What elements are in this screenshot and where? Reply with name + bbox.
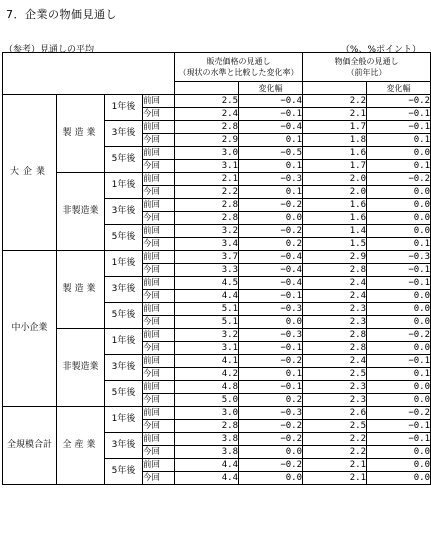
sales-price-change: −0.3 — [239, 173, 303, 186]
general-price-change: 0.0 — [367, 225, 431, 238]
sales-price-value: 4.8 — [175, 381, 239, 394]
sales-price-change: −0.2 — [239, 199, 303, 212]
general-price-change: 0.0 — [367, 472, 431, 485]
sales-price-change: 0.0 — [239, 472, 303, 485]
sales-price-value: 2.8 — [175, 420, 239, 433]
horizon-label: 5年後 — [105, 225, 143, 251]
sales-price-value: 2.2 — [175, 186, 239, 199]
company-size-label: 中小企業 — [3, 251, 57, 407]
sales-price-value: 4.4 — [175, 459, 239, 472]
general-price-value: 2.8 — [303, 329, 367, 342]
general-price-change: −0.1 — [367, 108, 431, 121]
horizon-label: 3年後 — [105, 433, 143, 459]
sales-price-header — [175, 53, 303, 82]
general-price-change: −0.1 — [367, 264, 431, 277]
current-survey-label: 今回 — [143, 368, 175, 381]
current-survey-label: 今回 — [143, 420, 175, 433]
sales-change-subheader: 変化幅 — [239, 82, 303, 95]
horizon-label: 3年後 — [105, 355, 143, 381]
sales-price-change: −0.5 — [239, 147, 303, 160]
general-price-change: 0.0 — [367, 290, 431, 303]
current-survey-label: 今回 — [143, 108, 175, 121]
previous-survey-label: 前回 — [143, 303, 175, 316]
general-price-value: 2.0 — [303, 186, 367, 199]
sales-price-value: 4.4 — [175, 290, 239, 303]
general-price-header-text: 物価全般の見通し （前年比） — [334, 57, 399, 77]
general-price-change: −0.1 — [367, 121, 431, 134]
sales-price-change: −0.1 — [239, 381, 303, 394]
sales-price-value: 2.8 — [175, 199, 239, 212]
current-survey-label: 今回 — [143, 472, 175, 485]
sales-price-change: −0.4 — [239, 95, 303, 108]
current-survey-label: 今回 — [143, 316, 175, 329]
previous-survey-label: 前回 — [143, 147, 175, 160]
general-price-value: 1.6 — [303, 147, 367, 160]
sales-level-subheader — [175, 82, 239, 95]
previous-survey-label: 前回 — [143, 95, 175, 108]
sales-price-change: −0.2 — [239, 433, 303, 446]
general-price-value: 2.3 — [303, 394, 367, 407]
previous-survey-label: 前回 — [143, 121, 175, 134]
general-price-change: 0.0 — [367, 446, 431, 459]
horizon-label: 5年後 — [105, 459, 143, 485]
industry-label: 非製造業 — [57, 173, 105, 251]
sales-price-value: 3.2 — [175, 225, 239, 238]
current-survey-label: 今回 — [143, 394, 175, 407]
general-price-change: −0.1 — [367, 420, 431, 433]
general-price-value: 2.2 — [303, 446, 367, 459]
sales-price-change: 0.0 — [239, 212, 303, 225]
general-price-change: 0.0 — [367, 186, 431, 199]
general-price-value: 1.7 — [303, 121, 367, 134]
current-survey-label: 今回 — [143, 212, 175, 225]
general-price-change: 0.0 — [367, 199, 431, 212]
table-row — [3, 95, 431, 108]
sales-price-value: 4.1 — [175, 355, 239, 368]
sales-price-change: −0.3 — [239, 407, 303, 420]
industry-label: 全産業 — [57, 407, 105, 485]
general-price-value: 2.5 — [303, 420, 367, 433]
current-survey-label: 今回 — [143, 264, 175, 277]
sales-price-change: −0.2 — [239, 225, 303, 238]
sales-price-value: 5.1 — [175, 316, 239, 329]
sales-price-value: 2.8 — [175, 212, 239, 225]
general-price-value: 1.6 — [303, 199, 367, 212]
industry-label: 非製造業 — [57, 329, 105, 407]
horizon-label: 3年後 — [105, 277, 143, 303]
general-price-change: 0.0 — [367, 381, 431, 394]
horizon-label: 1年後 — [105, 329, 143, 355]
sales-price-change: −0.2 — [239, 420, 303, 433]
general-price-value: 2.3 — [303, 381, 367, 394]
general-price-change: −0.1 — [367, 277, 431, 290]
previous-survey-label: 前回 — [143, 251, 175, 264]
general-price-change: 0.0 — [367, 212, 431, 225]
sales-price-change: 0.0 — [239, 316, 303, 329]
company-size-label: 大企業 — [3, 95, 57, 251]
horizon-label: 5年後 — [105, 303, 143, 329]
general-price-change: 0.1 — [367, 134, 431, 147]
sales-price-value: 3.4 — [175, 238, 239, 251]
current-survey-label: 今回 — [143, 290, 175, 303]
sales-price-value: 2.5 — [175, 95, 239, 108]
sales-price-value: 3.8 — [175, 433, 239, 446]
table-row — [3, 173, 431, 186]
sales-price-value: 3.1 — [175, 160, 239, 173]
general-price-value: 2.4 — [303, 277, 367, 290]
general-price-value: 2.8 — [303, 264, 367, 277]
sales-price-value: 4.4 — [175, 472, 239, 485]
sales-price-value: 4.2 — [175, 368, 239, 381]
general-price-value: 2.3 — [303, 303, 367, 316]
sales-price-change: −0.2 — [239, 355, 303, 368]
horizon-label: 5年後 — [105, 381, 143, 407]
sales-price-value: 2.9 — [175, 134, 239, 147]
sales-price-change: 0.1 — [239, 368, 303, 381]
general-price-value: 2.1 — [303, 108, 367, 121]
horizon-label: 1年後 — [105, 173, 143, 199]
general-price-change: −0.2 — [367, 173, 431, 186]
sales-price-value: 3.0 — [175, 147, 239, 160]
general-price-value: 2.4 — [303, 290, 367, 303]
general-price-value: 2.2 — [303, 95, 367, 108]
industry-label: 製造業 — [57, 251, 105, 329]
current-survey-label: 今回 — [143, 160, 175, 173]
sales-price-change: −0.4 — [239, 277, 303, 290]
sales-price-value: 5.0 — [175, 394, 239, 407]
general-price-change: −0.2 — [367, 407, 431, 420]
units-note: （%、%ポイント） — [340, 45, 421, 55]
table-caption: （参考）見通しの平均 — [4, 45, 95, 55]
general-price-value: 2.6 — [303, 407, 367, 420]
sales-price-value: 2.1 — [175, 173, 239, 186]
sales-price-value: 3.3 — [175, 264, 239, 277]
price-outlook-table — [2, 52, 431, 485]
current-survey-label: 今回 — [143, 446, 175, 459]
sales-price-change: 0.0 — [239, 446, 303, 459]
sales-price-value: 2.8 — [175, 121, 239, 134]
sales-price-change: −0.4 — [239, 121, 303, 134]
general-price-change: −0.1 — [367, 355, 431, 368]
sales-price-change: −0.3 — [239, 303, 303, 316]
current-survey-label: 今回 — [143, 342, 175, 355]
general-price-change: −0.3 — [367, 251, 431, 264]
previous-survey-label: 前回 — [143, 173, 175, 186]
previous-survey-label: 前回 — [143, 199, 175, 212]
horizon-label: 1年後 — [105, 95, 143, 121]
previous-survey-label: 前回 — [143, 329, 175, 342]
sales-price-header-text: 販売価格の見通し （現状の水準と比較した変化率） — [178, 57, 299, 77]
sales-price-value: 4.5 — [175, 277, 239, 290]
general-price-header — [303, 53, 431, 82]
general-price-change: −0.1 — [367, 433, 431, 446]
horizon-label: 3年後 — [105, 121, 143, 147]
sales-price-change: −0.2 — [239, 459, 303, 472]
sales-price-value: 3.7 — [175, 251, 239, 264]
general-level-subheader — [303, 82, 367, 95]
table-row — [3, 251, 431, 264]
table-row — [3, 329, 431, 342]
sales-price-change: −0.3 — [239, 329, 303, 342]
sales-price-change: 0.1 — [239, 160, 303, 173]
general-price-value: 2.1 — [303, 459, 367, 472]
general-price-value: 1.4 — [303, 225, 367, 238]
sales-price-change: 0.2 — [239, 238, 303, 251]
general-price-change: 0.0 — [367, 459, 431, 472]
general-price-value: 1.8 — [303, 134, 367, 147]
general-price-value: 2.1 — [303, 472, 367, 485]
sales-price-value: 5.1 — [175, 303, 239, 316]
general-price-change: −0.2 — [367, 95, 431, 108]
horizon-label: 5年後 — [105, 147, 143, 173]
general-price-value: 2.3 — [303, 316, 367, 329]
previous-survey-label: 前回 — [143, 407, 175, 420]
sales-price-change: −0.1 — [239, 342, 303, 355]
sales-price-change: 0.1 — [239, 134, 303, 147]
general-price-change: 0.1 — [367, 368, 431, 381]
sales-price-value: 3.8 — [175, 446, 239, 459]
horizon-label: 3年後 — [105, 199, 143, 225]
general-price-value: 1.7 — [303, 160, 367, 173]
general-change-subheader: 変化幅 — [367, 82, 431, 95]
general-price-change: 0.0 — [367, 147, 431, 160]
sales-price-change: −0.4 — [239, 264, 303, 277]
general-price-value: 2.2 — [303, 433, 367, 446]
general-price-change: 0.1 — [367, 238, 431, 251]
previous-survey-label: 前回 — [143, 277, 175, 290]
current-survey-label: 今回 — [143, 134, 175, 147]
general-price-value: 1.5 — [303, 238, 367, 251]
general-price-value: 2.0 — [303, 173, 367, 186]
page-title: 7．企業の物価見通し — [6, 8, 117, 21]
previous-survey-label: 前回 — [143, 433, 175, 446]
sales-price-change: 0.1 — [239, 186, 303, 199]
sales-price-change: −0.1 — [239, 290, 303, 303]
table-row — [3, 407, 431, 420]
industry-label: 製造業 — [57, 95, 105, 173]
general-price-change: 0.0 — [367, 316, 431, 329]
sales-price-change: 0.2 — [239, 394, 303, 407]
general-price-value: 2.5 — [303, 368, 367, 381]
previous-survey-label: 前回 — [143, 381, 175, 394]
horizon-label: 1年後 — [105, 407, 143, 433]
general-price-value: 2.4 — [303, 355, 367, 368]
sales-price-value: 3.0 — [175, 407, 239, 420]
current-survey-label: 今回 — [143, 238, 175, 251]
previous-survey-label: 前回 — [143, 459, 175, 472]
previous-survey-label: 前回 — [143, 355, 175, 368]
sales-price-value: 3.1 — [175, 342, 239, 355]
horizon-label: 1年後 — [105, 251, 143, 277]
general-price-change: 0.1 — [367, 160, 431, 173]
general-price-change: 0.0 — [367, 394, 431, 407]
general-price-value: 2.9 — [303, 251, 367, 264]
general-price-value: 1.6 — [303, 212, 367, 225]
sales-price-change: −0.1 — [239, 108, 303, 121]
general-price-change: 0.0 — [367, 303, 431, 316]
general-price-value: 2.8 — [303, 342, 367, 355]
previous-survey-label: 前回 — [143, 225, 175, 238]
current-survey-label: 今回 — [143, 186, 175, 199]
general-price-change: 0.0 — [367, 342, 431, 355]
sales-price-change: −0.4 — [239, 251, 303, 264]
company-size-label: 全規模合計 — [3, 407, 57, 485]
sales-price-value: 2.4 — [175, 108, 239, 121]
sales-price-value: 3.2 — [175, 329, 239, 342]
header-blank — [3, 53, 175, 95]
general-price-change: −0.2 — [367, 329, 431, 342]
